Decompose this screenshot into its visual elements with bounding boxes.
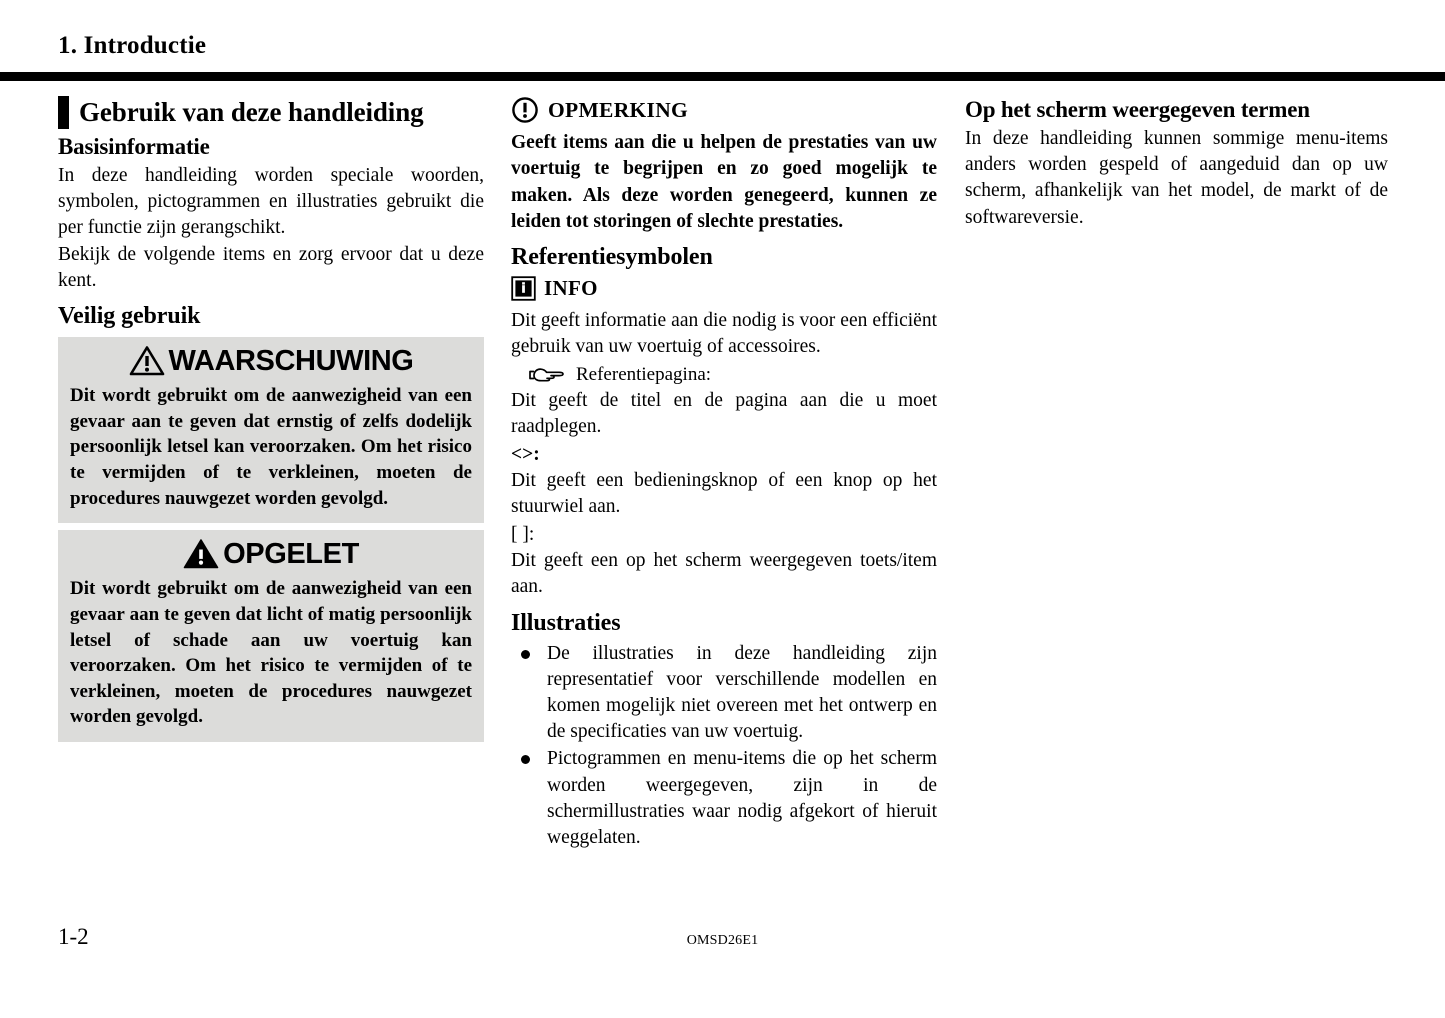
info-header [511, 276, 937, 301]
bullet-dot-icon [521, 650, 530, 659]
referentiepagina-body: Dit geeft de titel en de pagina aan die u moet raadplegen. [511, 389, 937, 437]
warning-box-body: Dit wordt gebruikt om de aanwezigheid van een gevaar aan te geven dat ernstig of zelfs dodelijk persoonlijk letsel kan veroorzaken. Om het risico te vermijden of te verkleinen, moeten de procedures nauwgezet worden gevolgd. [70, 385, 472, 509]
section-marker-bar [58, 96, 69, 129]
column-1 [58, 96, 484, 742]
list-item-text: De illustraties in deze handleiding zijn representatief voor verschillende modellen en komen mogelijk niet overeen met het ontwerp en de specificaties van uw voertuig. [547, 642, 937, 743]
caution-box [58, 530, 484, 742]
angle-bracket-token: <>: [511, 443, 540, 465]
info-body: Dit geeft informatie aan die nodig is voor een efficiënt gebruik van uw voertuig of accessoires. [511, 309, 937, 357]
opmerking-body: Geeft items aan die u helpen de prestaties van uw voertuig te begrijpen en zo goed mogelijk te maken. Als deze worden genegeerd, kunnen ze leiden tot storingen of slechte prestaties. [511, 132, 937, 232]
pointing-hand-icon [527, 364, 567, 386]
info-title: INFO [544, 275, 598, 300]
referentiepagina-line [527, 364, 937, 387]
square-bracket-token: [ ]: [511, 524, 535, 546]
basisinformatie-heading: Basisinformatie [58, 134, 210, 159]
warning-box-title: WAARSCHUWING [168, 344, 414, 377]
opmerking-title: OPMERKING [548, 97, 689, 122]
warning-box [58, 337, 484, 523]
veilig-gebruik-heading: Veilig gebruik [58, 302, 201, 329]
basisinformatie-paragraph-1: In deze handleiding worden speciale woorden, symbolen, pictogrammen en illustraties gebruikt die per functie zijn gerangschikt. [58, 165, 484, 239]
list-item [511, 641, 937, 746]
header-rule [0, 72, 1445, 81]
page-footer [0, 925, 1445, 965]
bullet-dot-icon [521, 755, 530, 764]
chapter-title: 1. Introductie [58, 32, 207, 59]
section-title: Gebruik van deze handleiding [79, 96, 424, 127]
document-code: OMSD26E1 [686, 933, 759, 948]
caution-box-header [70, 538, 472, 570]
scherm-termen-body: In deze handleiding kunnen sommige menu-items anders worden gespeld of aangeduid dan op uw scherm, afhankelijk van het model, de markt of de softwareversie. [965, 128, 1388, 228]
referentiepagina-label: Referentiepagina: [576, 363, 712, 385]
section-heading [58, 96, 484, 129]
column-3 [965, 96, 1388, 231]
page-number: 1-2 [58, 924, 89, 949]
warning-box-header [70, 345, 472, 377]
list-item [511, 746, 937, 851]
warning-triangle-outline-icon [129, 345, 165, 377]
scherm-termen-heading: Op het scherm weergegeven termen [965, 97, 1310, 122]
illustraties-heading: Illustraties [511, 609, 621, 636]
illustraties-bullet-list [511, 641, 937, 851]
column-2 [511, 96, 937, 852]
basisinformatie-paragraph-2: Bekijk de volgende items en zorg ervoor dat u deze kent. [58, 243, 484, 291]
opmerking-header [511, 96, 937, 124]
angle-bracket-body: Dit geeft een bedieningsknop of een knop op het stuurwiel aan. [511, 469, 937, 518]
page-header [0, 0, 1445, 80]
caution-box-title: OPGELET [223, 537, 359, 570]
circled-exclamation-icon [511, 96, 539, 124]
caution-triangle-filled-icon [183, 538, 219, 570]
list-item-text: Pictogrammen en menu-items die op het scherm worden weergegeven, zijn in de schermillustraties waar nodig afgekort of hieruit weggelaten. [547, 748, 937, 848]
info-square-icon [511, 276, 536, 301]
caution-box-body: Dit wordt gebruikt om de aanwezigheid van een gevaar aan te geven dat licht of matig persoonlijk letsel of schade aan uw voertuig kan veroorzaken. Om het risico te vermijden of te verkleinen, moeten de procedures nauwgezet worden gevolgd. [70, 578, 472, 728]
referentiesymbolen-heading: Referentiesymbolen [511, 244, 713, 271]
square-bracket-body: Dit geeft een op het scherm weergegeven toets/item aan. [511, 550, 937, 598]
